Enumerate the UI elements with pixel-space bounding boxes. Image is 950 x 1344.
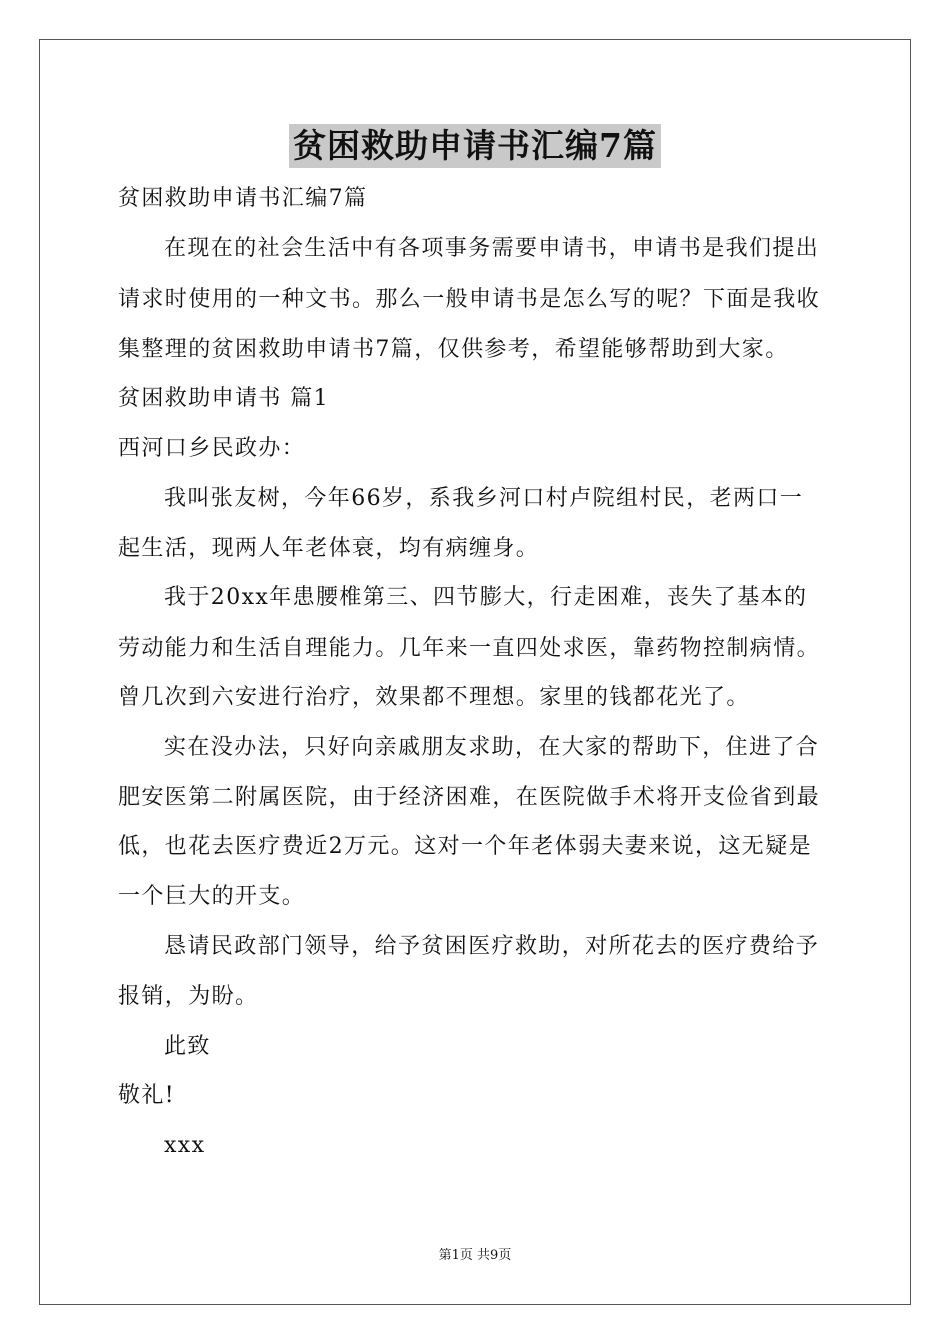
paragraph-line: 曾几次到六安进行治疗，效果都不理想。家里的钱都花光了。 bbox=[118, 685, 750, 710]
paragraph-line: 我于20xx年患腰椎第三、四节膨大，行走困难，丧失了基本的 bbox=[164, 585, 808, 610]
closing-line: 此致 bbox=[164, 1034, 211, 1059]
closing-regards: 敬礼! bbox=[118, 1083, 176, 1108]
paragraph-line: 起生活，现两人年老体衰，均有病缠身。 bbox=[118, 536, 540, 561]
paragraph-line: 集整理的贫困救助申请书7篇，仅供参考，希望能够帮助到大家。 bbox=[118, 337, 789, 362]
paragraph-line: 低，也花去医疗费近2万元。这对一个年老体弱夫妻来说，这无疑是 bbox=[118, 834, 812, 859]
paragraph-line: 劳动能力和生活自理能力。几年来一直四处求医，靠药物控制病情。 bbox=[118, 636, 821, 661]
paragraph-line: 我叫张友树，今年66岁，系我乡河口村卢院组村民，老两口一 bbox=[164, 486, 804, 511]
page-border bbox=[39, 39, 911, 1305]
salutation: 西河口乡民政办： bbox=[118, 436, 306, 461]
paragraph-line: 肥安医第二附属医院，由于经济困难，在医院做手术将开支俭省到最 bbox=[118, 785, 821, 810]
section-heading: 贫困救助申请书 篇1 bbox=[118, 386, 329, 411]
title-wrap bbox=[0, 124, 950, 168]
subtitle: 贫困救助申请书汇编7篇 bbox=[118, 186, 368, 211]
document-title: 贫困救助申请书汇编7篇 bbox=[289, 124, 661, 168]
paragraph-line: 恳请民政部门领导，给予贫困医疗救助，对所花去的医疗费给予 bbox=[164, 934, 820, 959]
signature: xxx bbox=[164, 1133, 206, 1158]
page-number-footer: 第1页 共9页 bbox=[438, 1248, 512, 1263]
paragraph-line: 实在没办法，只好向亲戚朋友求助，在大家的帮助下，住进了合 bbox=[164, 735, 820, 760]
paragraph-line: 请求时使用的一种文书。那么一般申请书是怎么写的呢？下面是我收 bbox=[118, 287, 821, 312]
paragraph-line: 一个巨大的开支。 bbox=[118, 884, 306, 909]
paragraph-line: 报销，为盼。 bbox=[118, 984, 259, 1009]
paragraph-line: 在现在的社会生活中有各项事务需要申请书，申请书是我们提出 bbox=[164, 236, 820, 261]
